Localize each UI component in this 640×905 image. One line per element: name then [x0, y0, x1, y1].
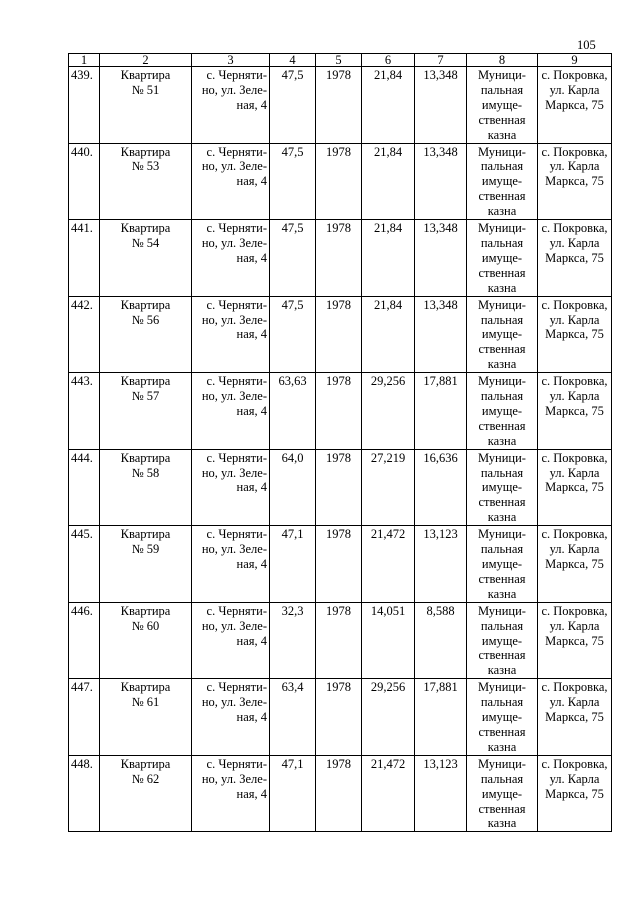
table-row	[69, 67, 612, 144]
object-name-line: Квартира	[120, 297, 171, 312]
book-value-cell: 21,84	[362, 220, 415, 297]
address-line: с. Черняти-	[206, 680, 267, 695]
ownership-line: ственная	[478, 189, 526, 204]
holder-address-line: с. Покровка,	[541, 680, 608, 695]
area-cell: 64,0	[270, 449, 316, 526]
table-row	[69, 755, 612, 832]
object-name-cell	[100, 373, 192, 450]
year-cell: 1978	[316, 602, 362, 679]
holder-address-cell	[538, 602, 612, 679]
holder-address-line: ул. Карла	[549, 695, 600, 710]
ownership-line: Муници-	[478, 603, 526, 618]
holder-address-line: ул. Карла	[549, 312, 600, 327]
column-header: 1	[69, 54, 100, 67]
address-line: ная, 4	[236, 557, 267, 571]
address-cell	[192, 679, 270, 756]
object-name-cell	[100, 143, 192, 220]
holder-address-line: ул. Карла	[549, 235, 600, 250]
address-cell	[192, 449, 270, 526]
residual-value-cell: 13,123	[415, 755, 467, 832]
holder-address-cell	[538, 679, 612, 756]
area-cell: 63,63	[270, 373, 316, 450]
table-row	[69, 449, 612, 526]
ownership-line: пальная	[480, 542, 524, 557]
holder-address-line: с. Покровка,	[541, 450, 608, 465]
residual-value-cell: 17,881	[415, 679, 467, 756]
area-cell: 63,4	[270, 679, 316, 756]
object-name-line: № 59	[131, 542, 160, 557]
ownership-line: пальная	[480, 389, 524, 404]
ownership-line: Муници-	[478, 297, 526, 312]
ownership-cell	[467, 755, 538, 832]
ownership-line: имуще-	[481, 786, 523, 801]
ownership-line: пальная	[480, 159, 524, 174]
ownership-line: ственная	[478, 648, 526, 663]
area-cell: 32,3	[270, 602, 316, 679]
page-number: 105	[577, 38, 596, 52]
ownership-line: Муници-	[478, 450, 526, 465]
holder-address-line: Маркса, 75	[545, 250, 604, 265]
table-row	[69, 679, 612, 756]
holder-address-cell	[538, 143, 612, 220]
residual-value-cell: 13,348	[415, 220, 467, 297]
holder-address-cell	[538, 449, 612, 526]
address-cell	[192, 602, 270, 679]
residual-value-cell: 13,348	[415, 296, 467, 373]
holder-address-line: ул. Карла	[549, 159, 600, 174]
object-name-cell	[100, 526, 192, 603]
address-line: но, ул. Зеле-	[201, 235, 267, 250]
object-name-line: Квартира	[120, 680, 171, 695]
object-name-cell	[100, 602, 192, 679]
holder-address-line: ул. Карла	[549, 618, 600, 633]
column-header: 3	[192, 54, 270, 67]
holder-address-line: Маркса, 75	[545, 480, 604, 495]
ownership-line: имуще-	[481, 557, 523, 571]
address-line: но, ул. Зеле-	[201, 389, 267, 404]
address-cell	[192, 67, 270, 144]
ownership-line: пальная	[480, 82, 524, 97]
ownership-cell	[467, 373, 538, 450]
ownership-line: казна	[487, 204, 517, 219]
holder-address-line: Маркса, 75	[545, 557, 604, 571]
holder-address-line: ул. Карла	[549, 542, 600, 557]
table-row	[69, 143, 612, 220]
address-line: ная, 4	[236, 174, 267, 189]
ownership-line: Муници-	[478, 756, 526, 771]
address-line: ная, 4	[236, 97, 267, 112]
holder-address-line: с. Покровка,	[541, 221, 608, 236]
row-number-cell: 445.	[69, 526, 100, 603]
holder-address-cell	[538, 296, 612, 373]
holder-address-line: Маркса, 75	[545, 174, 604, 189]
year-cell: 1978	[316, 296, 362, 373]
object-name-cell	[100, 679, 192, 756]
address-line: но, ул. Зеле-	[201, 618, 267, 633]
area-cell: 47,5	[270, 296, 316, 373]
table-row	[69, 602, 612, 679]
object-name-line: № 61	[131, 695, 160, 710]
column-number-row	[69, 54, 612, 67]
book-value-cell: 21,84	[362, 296, 415, 373]
address-line: но, ул. Зеле-	[201, 159, 267, 174]
ownership-line: казна	[487, 739, 517, 754]
ownership-line: Муници-	[478, 68, 526, 82]
year-cell: 1978	[316, 679, 362, 756]
ownership-line: ственная	[478, 801, 526, 816]
object-name-cell	[100, 755, 192, 832]
object-name-line: № 58	[131, 465, 160, 480]
ownership-line: казна	[487, 586, 517, 601]
object-name-line: Квартира	[120, 68, 171, 82]
ownership-cell	[467, 220, 538, 297]
ownership-line: Муници-	[478, 527, 526, 542]
table-row	[69, 526, 612, 603]
object-name-cell	[100, 67, 192, 144]
column-header: 5	[316, 54, 362, 67]
ownership-line: казна	[487, 357, 517, 372]
address-line: ная, 4	[236, 633, 267, 648]
year-cell: 1978	[316, 143, 362, 220]
row-number-cell: 444.	[69, 449, 100, 526]
ownership-cell	[467, 602, 538, 679]
address-line: с. Черняти-	[206, 527, 267, 542]
holder-address-line: Маркса, 75	[545, 97, 604, 112]
object-name-line: № 56	[131, 312, 160, 327]
address-line: но, ул. Зеле-	[201, 542, 267, 557]
ownership-cell	[467, 679, 538, 756]
address-line: ная, 4	[236, 403, 267, 418]
ownership-line: имуще-	[481, 403, 523, 418]
object-name-line: № 51	[131, 82, 160, 97]
holder-address-line: с. Покровка,	[541, 297, 608, 312]
address-line: с. Черняти-	[206, 603, 267, 618]
address-line: с. Черняти-	[206, 144, 267, 159]
row-number-cell: 441.	[69, 220, 100, 297]
table-row	[69, 220, 612, 297]
ownership-line: имуще-	[481, 710, 523, 725]
year-cell: 1978	[316, 220, 362, 297]
object-name-line: № 57	[131, 389, 160, 404]
row-number-cell: 443.	[69, 373, 100, 450]
holder-address-cell	[538, 755, 612, 832]
book-value-cell: 27,219	[362, 449, 415, 526]
ownership-line: казна	[487, 127, 517, 142]
address-line: с. Черняти-	[206, 756, 267, 771]
residual-value-cell: 17,881	[415, 373, 467, 450]
object-name-line: Квартира	[120, 450, 171, 465]
object-name-cell	[100, 449, 192, 526]
residual-value-cell: 8,588	[415, 602, 467, 679]
object-name-line: Квартира	[120, 144, 171, 159]
book-value-cell: 21,84	[362, 143, 415, 220]
address-line: с. Черняти-	[206, 374, 267, 389]
address-line: но, ул. Зеле-	[201, 771, 267, 786]
object-name-line: Квартира	[120, 756, 171, 771]
ownership-cell	[467, 67, 538, 144]
area-cell: 47,5	[270, 143, 316, 220]
year-cell: 1978	[316, 373, 362, 450]
residual-value-cell: 13,348	[415, 143, 467, 220]
residual-value-cell: 13,123	[415, 526, 467, 603]
column-header: 4	[270, 54, 316, 67]
row-number-cell: 446.	[69, 602, 100, 679]
object-name-line: Квартира	[120, 527, 171, 542]
ownership-cell	[467, 449, 538, 526]
object-name-line: № 54	[131, 235, 160, 250]
holder-address-cell	[538, 526, 612, 603]
ownership-cell	[467, 296, 538, 373]
ownership-line: ственная	[478, 112, 526, 127]
address-line: ная, 4	[236, 327, 267, 342]
address-line: но, ул. Зеле-	[201, 312, 267, 327]
ownership-line: имуще-	[481, 97, 523, 112]
holder-address-line: ул. Карла	[549, 389, 600, 404]
holder-address-line: Маркса, 75	[545, 327, 604, 342]
object-name-line: № 53	[131, 159, 160, 174]
address-line: ная, 4	[236, 480, 267, 495]
ownership-line: имуще-	[481, 480, 523, 495]
address-line: но, ул. Зеле-	[201, 82, 267, 97]
object-name-line: Квартира	[120, 221, 171, 236]
holder-address-line: Маркса, 75	[545, 633, 604, 648]
address-line: с. Черняти-	[206, 297, 267, 312]
column-header: 8	[467, 54, 538, 67]
row-number-cell: 448.	[69, 755, 100, 832]
address-line: ная, 4	[236, 786, 267, 801]
ownership-line: казна	[487, 433, 517, 448]
ownership-line: казна	[487, 280, 517, 295]
holder-address-line: с. Покровка,	[541, 374, 608, 389]
row-number-cell: 440.	[69, 143, 100, 220]
book-value-cell: 14,051	[362, 602, 415, 679]
table-row	[69, 296, 612, 373]
address-cell	[192, 373, 270, 450]
address-cell	[192, 220, 270, 297]
object-name-cell	[100, 296, 192, 373]
book-value-cell: 21,84	[362, 67, 415, 144]
column-header: 6	[362, 54, 415, 67]
address-line: но, ул. Зеле-	[201, 465, 267, 480]
ownership-line: ственная	[478, 571, 526, 586]
address-line: с. Черняти-	[206, 221, 267, 236]
object-name-cell	[100, 220, 192, 297]
ownership-line: имуще-	[481, 250, 523, 265]
ownership-line: имуще-	[481, 174, 523, 189]
ownership-cell	[467, 143, 538, 220]
address-cell	[192, 296, 270, 373]
book-value-cell: 29,256	[362, 373, 415, 450]
address-line: но, ул. Зеле-	[201, 695, 267, 710]
ownership-line: Муници-	[478, 680, 526, 695]
address-line: с. Черняти-	[206, 450, 267, 465]
ownership-line: Муници-	[478, 144, 526, 159]
ownership-line: пальная	[480, 465, 524, 480]
column-header: 7	[415, 54, 467, 67]
ownership-line: казна	[487, 663, 517, 678]
year-cell: 1978	[316, 67, 362, 144]
ownership-line: ственная	[478, 418, 526, 433]
holder-address-line: с. Покровка,	[541, 756, 608, 771]
address-cell	[192, 526, 270, 603]
holder-address-line: Маркса, 75	[545, 710, 604, 725]
address-line: ная, 4	[236, 250, 267, 265]
ownership-line: пальная	[480, 235, 524, 250]
holder-address-line: с. Покровка,	[541, 144, 608, 159]
book-value-cell: 21,472	[362, 755, 415, 832]
address-line: ная, 4	[236, 710, 267, 725]
object-name-line: № 60	[131, 618, 160, 633]
ownership-line: Муници-	[478, 374, 526, 389]
holder-address-cell	[538, 220, 612, 297]
row-number-cell: 447.	[69, 679, 100, 756]
ownership-line: ственная	[478, 265, 526, 280]
address-cell	[192, 143, 270, 220]
holder-address-line: ул. Карла	[549, 465, 600, 480]
holder-address-cell	[538, 373, 612, 450]
year-cell: 1978	[316, 526, 362, 603]
ownership-cell	[467, 526, 538, 603]
ownership-line: ственная	[478, 495, 526, 510]
ownership-line: имуще-	[481, 327, 523, 342]
area-cell: 47,1	[270, 755, 316, 832]
holder-address-line: с. Покровка,	[541, 603, 608, 618]
holder-address-line: с. Покровка,	[541, 527, 608, 542]
residual-value-cell: 13,348	[415, 67, 467, 144]
ownership-line: пальная	[480, 618, 524, 633]
ownership-line: казна	[487, 510, 517, 525]
object-name-line: Квартира	[120, 374, 171, 389]
holder-address-line: с. Покровка,	[541, 68, 608, 82]
area-cell: 47,5	[270, 220, 316, 297]
holder-address-line: ул. Карла	[549, 82, 600, 97]
book-value-cell: 29,256	[362, 679, 415, 756]
year-cell: 1978	[316, 755, 362, 832]
address-cell	[192, 755, 270, 832]
ownership-line: пальная	[480, 312, 524, 327]
ownership-line: казна	[487, 816, 517, 831]
property-registry-table	[68, 53, 612, 832]
ownership-line: Муници-	[478, 221, 526, 236]
book-value-cell: 21,472	[362, 526, 415, 603]
ownership-line: пальная	[480, 695, 524, 710]
area-cell: 47,5	[270, 67, 316, 144]
object-name-line: № 62	[131, 771, 160, 786]
holder-address-line: Маркса, 75	[545, 786, 604, 801]
column-header: 2	[100, 54, 192, 67]
area-cell: 47,1	[270, 526, 316, 603]
table-row	[69, 373, 612, 450]
object-name-line: Квартира	[120, 603, 171, 618]
ownership-line: ственная	[478, 342, 526, 357]
row-number-cell: 439.	[69, 67, 100, 144]
ownership-line: пальная	[480, 771, 524, 786]
address-line: с. Черняти-	[206, 68, 267, 82]
year-cell: 1978	[316, 449, 362, 526]
holder-address-line: ул. Карла	[549, 771, 600, 786]
row-number-cell: 442.	[69, 296, 100, 373]
holder-address-line: Маркса, 75	[545, 403, 604, 418]
ownership-line: имуще-	[481, 633, 523, 648]
holder-address-cell	[538, 67, 612, 144]
residual-value-cell: 16,636	[415, 449, 467, 526]
column-header: 9	[538, 54, 612, 67]
ownership-line: ственная	[478, 724, 526, 739]
